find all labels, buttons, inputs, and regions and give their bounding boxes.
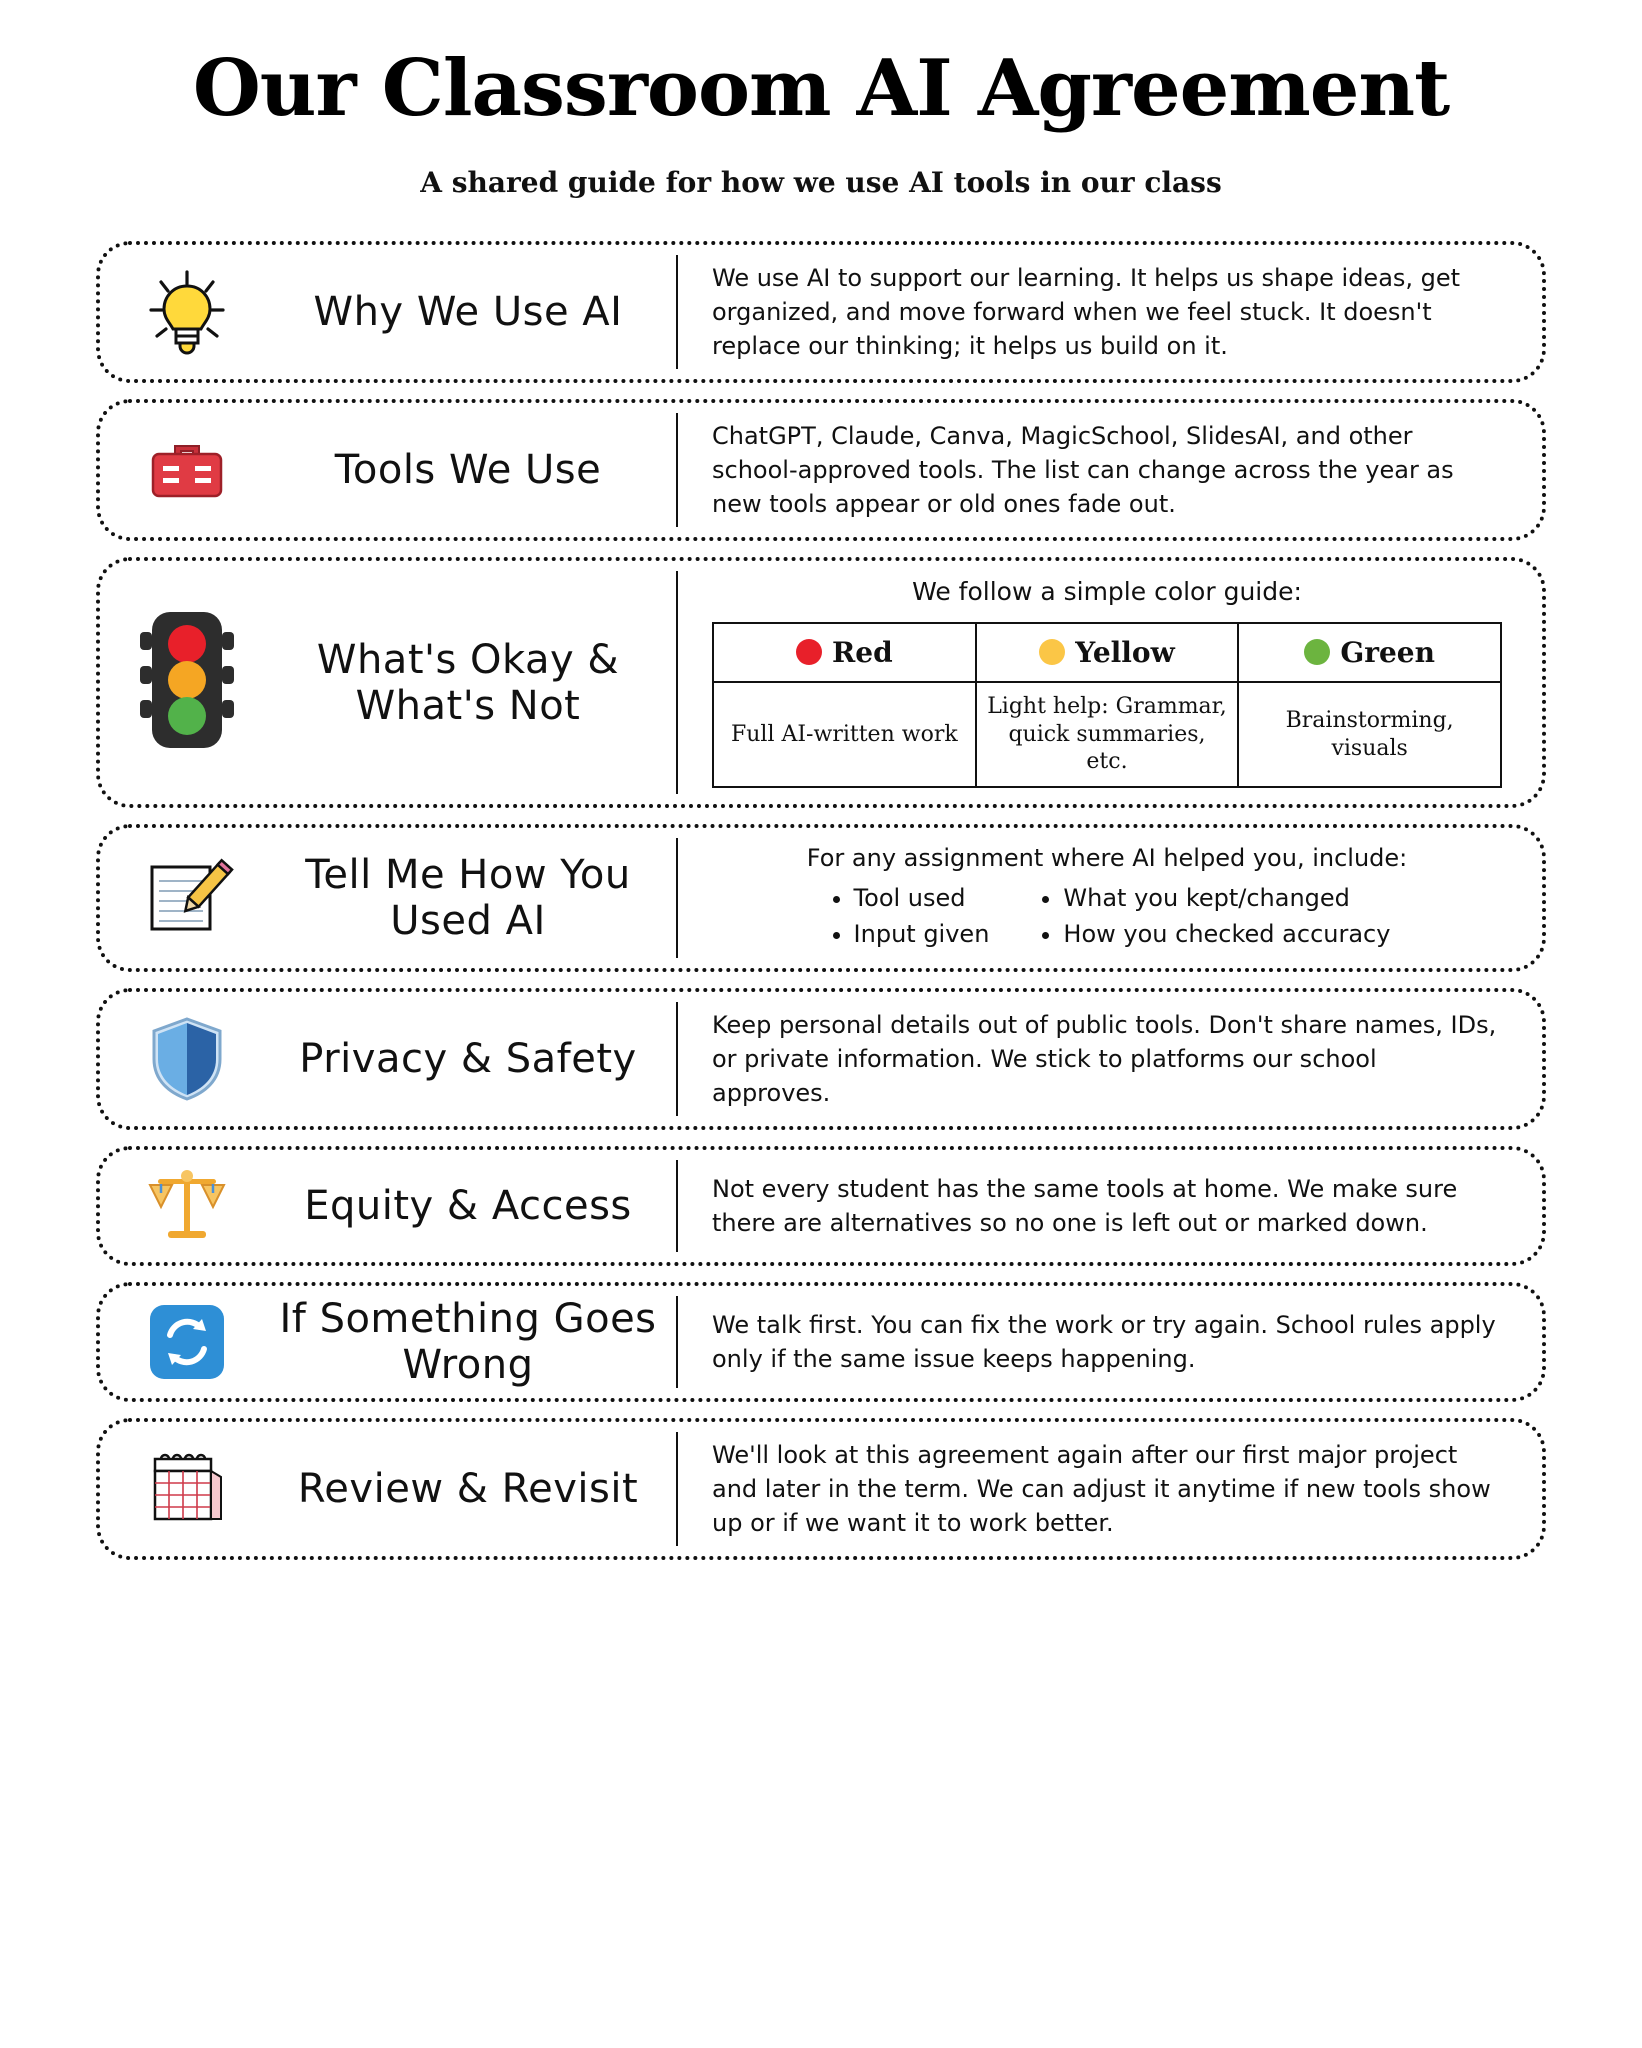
section-body [678, 1296, 1524, 1388]
notepad-pencil-icon [132, 851, 242, 945]
color-guide-lead: We follow a simple color guide: [912, 577, 1302, 607]
red-dot-icon [796, 639, 822, 665]
bullet-columns [712, 880, 1502, 952]
section-whats-okay [96, 557, 1546, 808]
table-row [713, 682, 1501, 787]
section-privacy-safety [96, 988, 1546, 1130]
scales-icon [132, 1163, 242, 1249]
section-why-we-use-ai [96, 241, 1546, 383]
section-if-something-goes-wrong [96, 1282, 1546, 1402]
shield-icon [132, 1013, 242, 1105]
guide-cell-green: Brainstorming, visuals [1238, 682, 1501, 787]
section-title: Tell Me How You Used AI [305, 851, 631, 944]
section-text: ChatGPT, Claude, Canva, MagicSchool, SlidesAI, and other school-approved tools. The list can change across the year as new tools appear or old ones fade out. [712, 422, 1454, 519]
section-tools-we-use [96, 399, 1546, 541]
section-title: Privacy & Safety [299, 1035, 637, 1082]
section-header [118, 1160, 678, 1252]
list-item: • What you kept/changed [1063, 880, 1390, 916]
guide-cell-yellow: Light help: Grammar, quick summaries, etc. [976, 682, 1239, 787]
guide-header-green: Green [1238, 623, 1501, 682]
agreement-sections [96, 241, 1546, 1560]
section-body [678, 838, 1524, 958]
guide-header-yellow: Yellow [976, 623, 1239, 682]
section-title: Review & Revisit [297, 1466, 639, 1513]
section-body [678, 255, 1524, 369]
section-title: Why We Use AI [313, 289, 623, 335]
page-subtitle: A shared guide for how we use AI tools in our class [420, 165, 1222, 199]
section-equity-access [96, 1146, 1546, 1266]
guide-cell-red: Full AI-written work [713, 682, 976, 787]
bullets-lead: For any assignment where AI helped you, include: [806, 843, 1408, 872]
section-text: We'll look at this agreement again after our first major project and later in the term. We can adjust it anytime if new tools show up or if we want it to work better. [712, 1441, 1491, 1538]
yellow-dot-icon [1039, 639, 1065, 665]
lightbulb-icon [132, 266, 242, 358]
section-text: We talk first. You can fix the work or try again. School rules apply only if the same issue keeps happening. [712, 1311, 1496, 1374]
section-header [118, 1296, 678, 1388]
section-header [118, 1002, 678, 1116]
section-review-revisit [96, 1418, 1546, 1560]
section-header [118, 413, 678, 527]
color-guide-table [712, 622, 1502, 788]
section-title: If Something Goes Wrong [279, 1296, 657, 1389]
list-item: • Input given [854, 916, 990, 952]
section-body [678, 413, 1524, 527]
refresh-cycle-icon [132, 1301, 242, 1383]
list-item: • Tool used [854, 880, 990, 916]
section-title: What's Okay & What's Not [316, 636, 620, 729]
green-dot-icon [1304, 639, 1330, 665]
section-title: Tools We Use [334, 447, 602, 494]
section-title: Equity & Access [304, 1183, 632, 1230]
section-body [678, 1002, 1524, 1116]
section-header [118, 255, 678, 369]
guide-header-red: Red [713, 623, 976, 682]
section-body [678, 571, 1524, 794]
bullet-list-right [1033, 880, 1390, 952]
bullet-list-left [824, 880, 990, 952]
section-body [678, 1160, 1524, 1252]
section-tell-me-how [96, 824, 1546, 972]
section-text: We use AI to support our learning. It helps us shape ideas, get organized, and move forward when we feel stuck. It doesn't replace our thinking; it helps us build on it. [712, 263, 1461, 361]
traffic-light-icon [132, 604, 242, 762]
calendar-icon [132, 1445, 242, 1533]
section-header [118, 571, 678, 794]
page-title: Our Classroom AI Agreement [192, 43, 1450, 134]
list-item: • How you checked accuracy [1063, 916, 1390, 952]
section-header [118, 1432, 678, 1546]
toolbox-icon [132, 426, 242, 514]
section-body [678, 1432, 1524, 1546]
section-header [118, 838, 678, 958]
table-header-row [713, 623, 1501, 682]
section-text: Not every student has the same tools at home. We make sure there are alternatives so no one is left out or marked down. [712, 1175, 1458, 1238]
section-text: Keep personal details out of public tools. Don't share names, IDs, or private information. We stick to platforms our school approves. [712, 1010, 1497, 1108]
